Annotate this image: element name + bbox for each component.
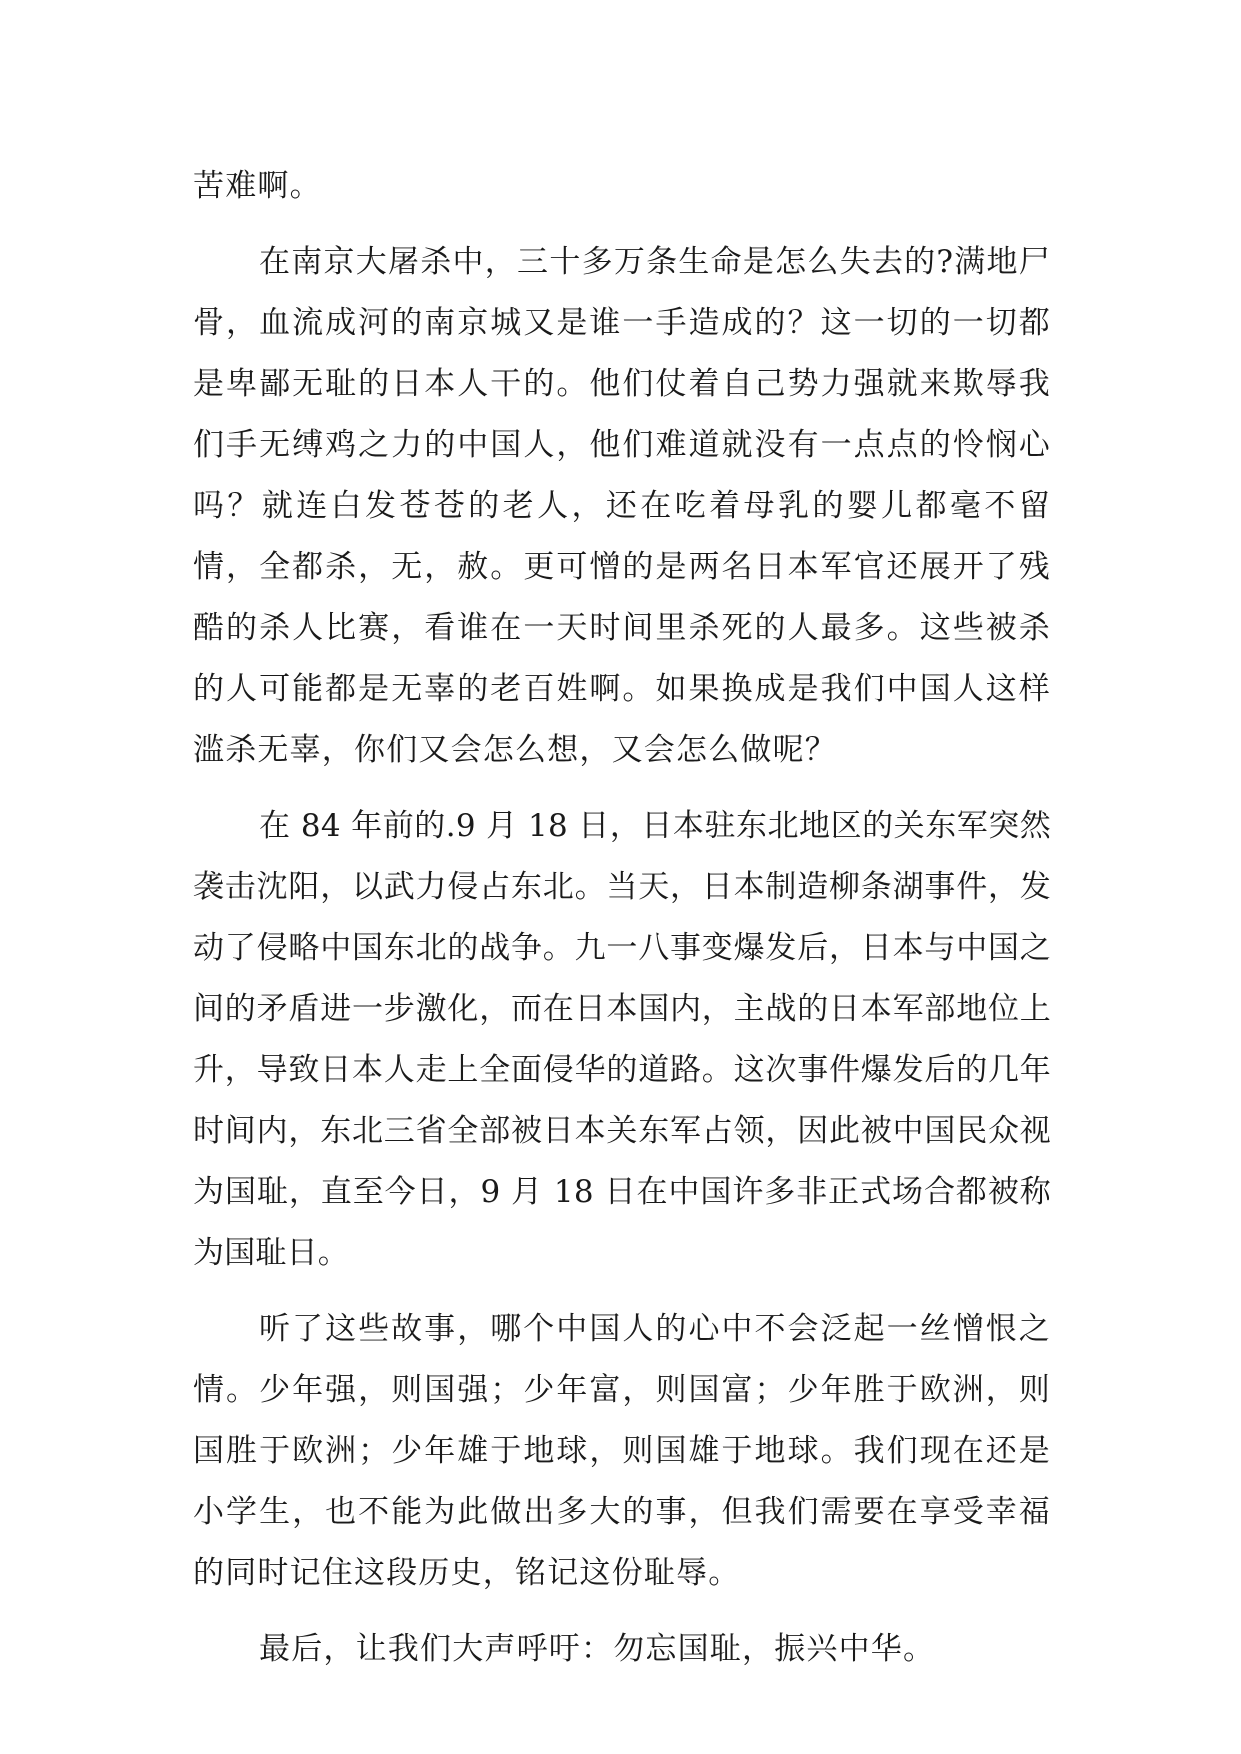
paragraph-reflection: 听了这些故事，哪个中国人的心中不会泛起一丝憎恨之情。少年强，则国强；少年富，则国富；少年胜于欧洲，则国胜于欧洲；少年雄于地球，则国雄于地球。我们现在还是小学生，也不能为此做出多大的事，但我们需要在享受幸福的同时记住这段历史，铭记这份耻辱。	[193, 1311, 1051, 1591]
document-body	[193, 156, 1051, 1695]
paragraph-september-18: 在 84 年前的.9 月 18 日，日本驻东北地区的关东军突然袭击沈阳，以武力侵占东北。当天，日本制造柳条湖事件，发动了侵略中国东北的战争。九一八事变爆发后，日本与中国之间的矛盾进一步激化，而在日本国内，主战的日本军部地位上升，导致日本人走上全面侵华的道路。这次事件爆发后的几年时间内，东北三省全部被日本关东军占领，因此被中国民众视为国耻，直至今日，9 月 18 日在中国许多非正式场合都被称为国耻日。	[193, 808, 1051, 1271]
paragraph-conclusion: 最后，让我们大声呼吁：勿忘国耻，振兴中华。	[259, 1631, 936, 1667]
paragraph-continuation: 苦难啊。	[193, 168, 322, 204]
paragraph-nanjing-massacre: 在南京大屠杀中，三十多万条生命是怎么失去的?满地尸骨，血流成河的南京城又是谁一手造成的？这一切的一切都是卑鄙无耻的日本人干的。他们仗着自己势力强就来欺辱我们手无缚鸡之力的中国人，他们难道就没有一点点的怜悯心吗？就连白发苍苍的老人，还在吃着母乳的婴儿都毫不留情，全都杀，无，赦。更可憎的是两名日本军官还展开了残酷的杀人比赛，看谁在一天时间里杀死的人最多。这些被杀的人可能都是无辜的老百姓啊。如果换成是我们中国人这样滥杀无辜，你们又会怎么想，又会怎么做呢？	[193, 244, 1051, 768]
